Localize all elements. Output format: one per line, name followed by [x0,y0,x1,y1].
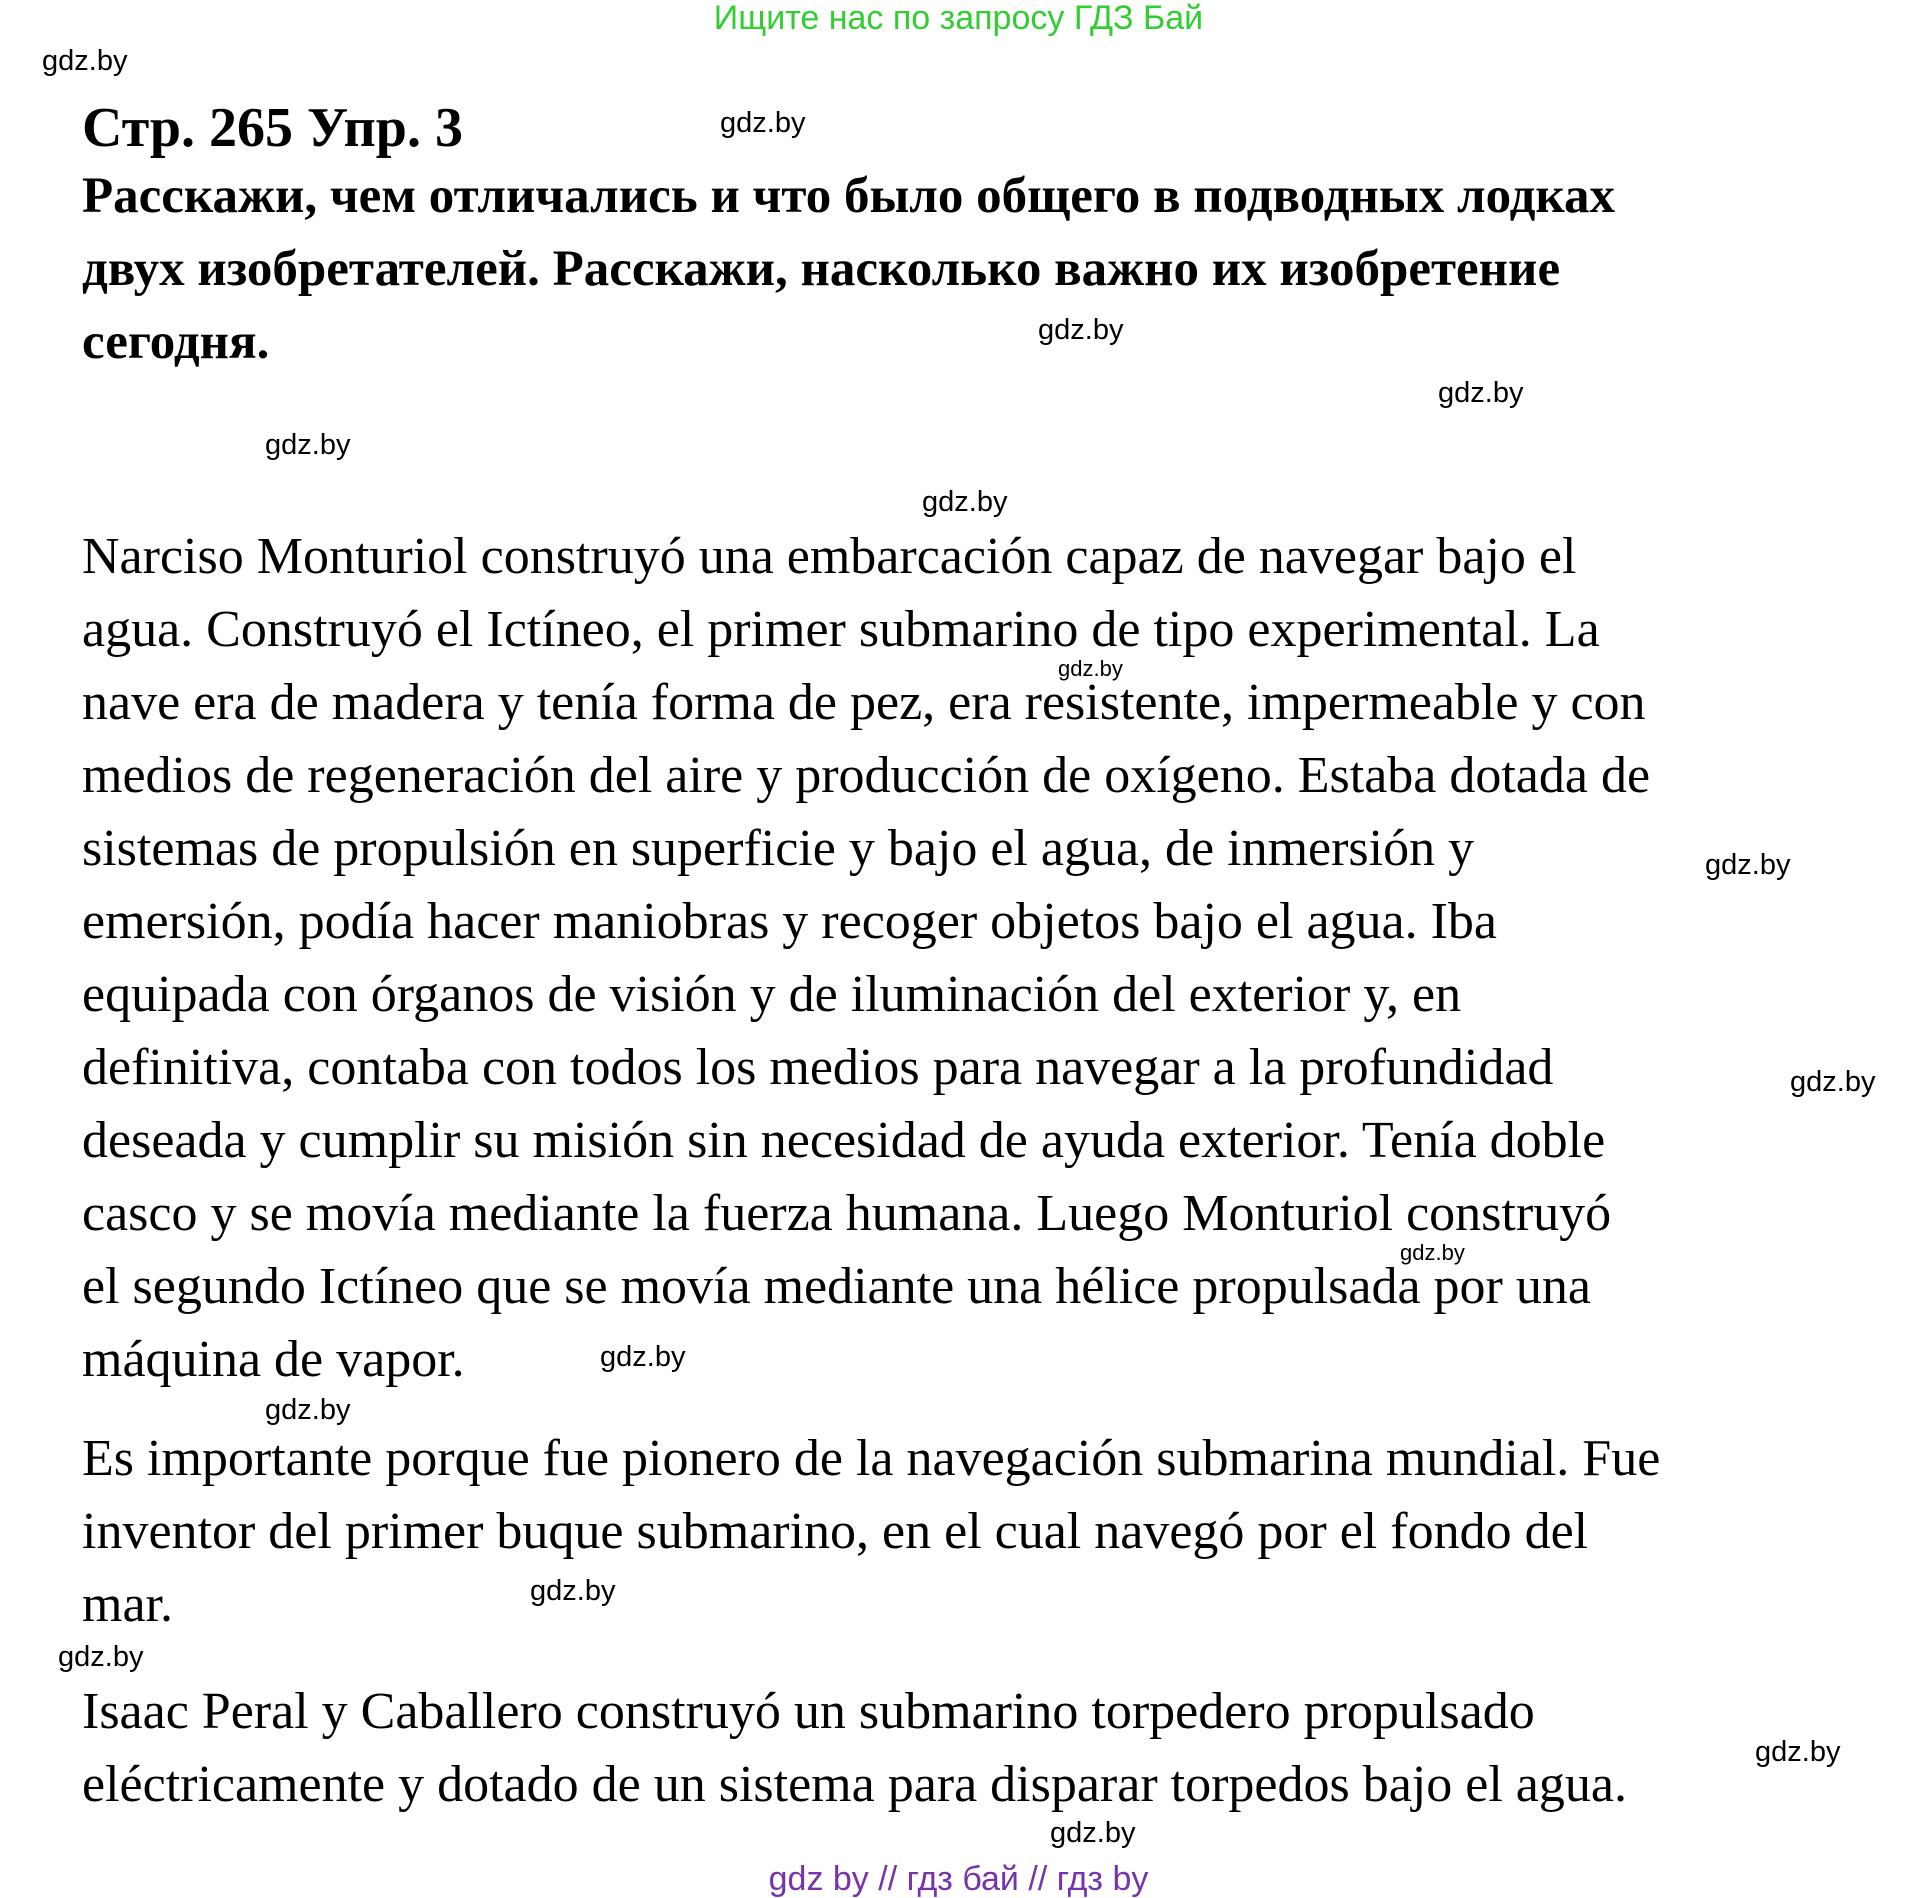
paragraph-line: emersión, podía hacer maniobras y recoger objetos bajo el agua. Iba [82,893,1497,950]
answer-paragraph-2 [82,1422,1660,1641]
paragraph-line: definitiva, contaba con todos los medios para navegar a la profundidad [82,1039,1554,1096]
paragraph-line: deseada y cumplir su misión sin necesidad de ayuda exterior. Tenía doble [82,1112,1606,1169]
watermark: gdz.by [922,486,1008,518]
watermark: gdz.by [530,1575,616,1607]
watermark: gdz.by [1050,1817,1136,1849]
paragraph-line: Isaac Peral y Caballero construyó un submarino torpedero propulsado [82,1683,1535,1740]
watermark: gdz.by [1400,1240,1465,1265]
paragraph-line: Narciso Monturiol construyó una embarcación capaz de navegar bajo el [82,528,1577,585]
paragraph-line: nave era de madera y tenía forma de pez, era resistente, impermeable y con [82,674,1646,731]
watermark: gdz.by [1790,1066,1876,1098]
paragraph-line: eléctricamente y dotado de un sistema para disparar torpedos bajo el agua. [82,1756,1627,1813]
paragraph-line: mar. [82,1576,173,1633]
task-line: сегодня. [82,314,270,370]
watermark: gdz.by [265,1394,351,1426]
page-title: Стр. 265 Упр. 3 [82,97,463,159]
watermark: gdz.by [720,107,806,139]
watermark: gdz.by [1705,849,1791,881]
paragraph-line: medios de regeneración del aire y producción de oxígeno. Estaba dotada de [82,747,1651,804]
watermark: gdz.by [1755,1736,1841,1768]
paragraph-line: inventor del primer buque submarino, en el cual navegó por el fondo del [82,1503,1589,1560]
paragraph-line: sistemas de propulsión en superficie y bajo el agua, de inmersión y [82,820,1475,877]
paragraph-line: equipada con órganos de visión y de iluminación del exterior y, en [82,966,1462,1023]
paragraph-line: agua. Construyó el Ictíneo, el primer submarino de tipo experimental. La [82,601,1600,658]
paragraph-line: el segundo Ictíneo que se movía mediante una hélice propulsada por una [82,1258,1591,1315]
paragraph-line: máquina de vapor. [82,1331,465,1388]
watermark: gdz.by [42,45,128,77]
watermark: gdz.by [1058,656,1123,681]
watermark: gdz.by [58,1641,144,1673]
answer-paragraph-3 [82,1675,1627,1821]
task-line: двух изобретателей. Расскажи, насколько важно их изобретение [82,241,1561,297]
bottom-links[interactable]: gdz by // гдз бай // гдз by [768,1860,1149,1898]
paragraph-line: casco y se movía mediante la fuerza humana. Luego Monturiol construyó [82,1185,1612,1242]
task-text [82,160,1882,379]
watermark: gdz.by [265,429,351,461]
paragraph-line: Es importante porque fue pionero de la navegación submarina mundial. Fue [82,1430,1661,1487]
watermark: gdz.by [600,1341,686,1373]
watermark: gdz.by [1038,314,1124,346]
task-line: Расскажи, чем отличались и что было общего в подводных лодках [82,168,1616,224]
watermark: gdz.by [1438,377,1524,409]
top-banner: Ищите нас по запросу ГДЗ Бай [713,0,1204,37]
